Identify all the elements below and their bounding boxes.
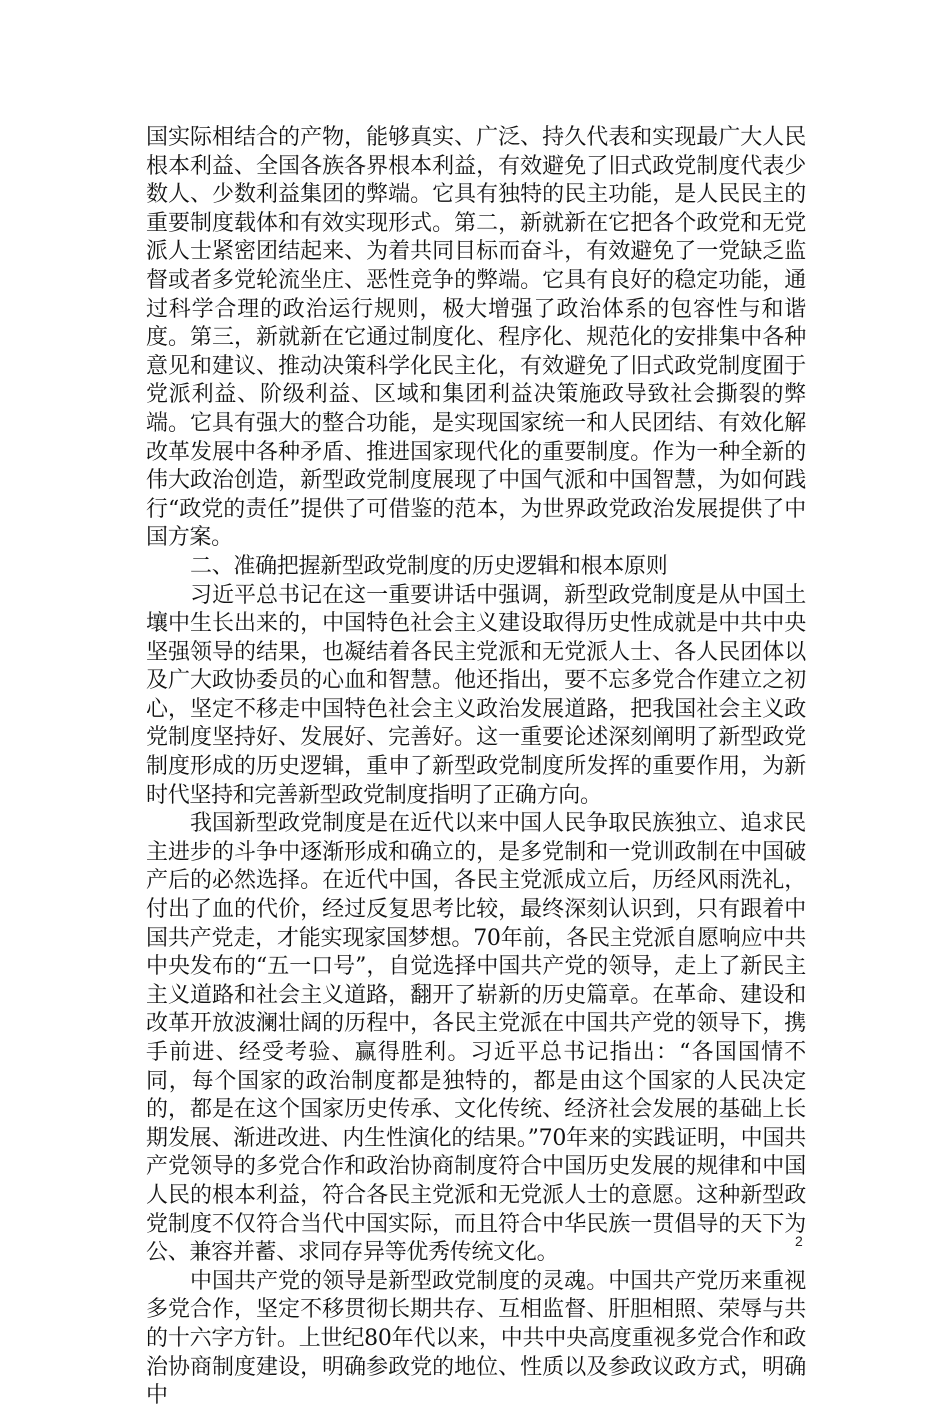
paragraph: 习近平总书记在这一重要讲话中强调，新型政党制度是从中国土壤中生长出来的，中国特色社会主义建设取得历史性成就是中共中央坚强领导的结果，也凝结着各民主党派和无党派人士、各人民团体以及广大政协委员的心血和智慧。他还指出，要不忘多党合作建立之初心，坚定不移走中国特色社会主义政治发展道路，把我国社会主义政党制度坚持好、发展好、完善好。这一重要论述深刻阐明了新型政党制度形成的历史逻辑，重申了新型政党制度所发挥的重要作用，为新时代坚持和完善新型政党制度指明了正确方向。 — [146, 582, 806, 808]
document-body — [146, 124, 806, 1411]
paragraph: 中国共产党的领导是新型政党制度的灵魂。中国共产党历来重视多党合作，坚定不移贯彻长期共存、互相监督、肝胆相照、荣辱与共的十六字方针。上世纪80年代以来，中共中央高度重视多党合作和政治协商制度建设，明确参政党的地位、性质以及参政议政方式，明确中 — [146, 1268, 806, 1409]
section-heading: 二、准确把握新型政党制度的历史逻辑和根本原则 — [190, 553, 668, 579]
page-number: 2 — [795, 1233, 803, 1249]
paragraph-continued: 国实际相结合的产物，能够真实、广泛、持久代表和实现最广大人民根本利益、全国各族各界根本利益，有效避免了旧式政党制度代表少数人、少数利益集团的弊端。它具有独特的民主功能，是人民民主的重要制度载体和有效实现形式。第二，新就新在它把各个政党和无党派人士紧密团结起来、为着共同目标而奋斗，有效避免了一党缺乏监督或者多党轮流坐庄、恶性竞争的弊端。它具有良好的稳定功能，通过科学合理的政治运行规则，极大增强了政治体系的包容性与和谐度。第三，新就新在它通过制度化、程序化、规范化的安排集中各种意见和建议、推动决策科学化民主化，有效避免了旧式政党制度囿于党派利益、阶级利益、区域和集团利益决策施政导致社会撕裂的弊端。它具有强大的整合功能，是实现国家统一和人民团结、有效化解改革发展中各种矛盾、推进国家现代化的重要制度。作为一种全新的伟大政治创造，新型政党制度展现了中国气派和中国智慧，为如何践行“政党的责任”提供了可借鉴的范本，为世界政党政治发展提供了中国方案。 — [146, 125, 806, 551]
paragraph: 我国新型政党制度是在近代以来中国人民争取民族独立、追求民主进步的斗争中逐渐形成和确立的，是多党制和一党训政制在中国破产后的必然选择。在近代中国，各民主党派成立后，历经风雨洗礼，付出了血的代价，经过反复思考比较，最终深刻认识到，只有跟着中国共产党走，才能实现家国梦想。70年前，各民主党派自愿响应中共中央发布的“五一口号”，自觉选择中国共产党的领导，走上了新民主主义道路和社会主义道路，翻开了崭新的历史篇章。在革命、建设和改革开放波澜壮阔的历程中，各民主党派在中国共产党的领导下，携手前进、经受考验、赢得胜利。习近平总书记指出：“各国国情不同，每个国家的政治制度都是独特的，都是由这个国家的人民决定的，都是在这个国家历史传承、文化传统、经济社会发展的基础上长期发展、渐进改进、内生性演化的结果。”70年来的实践证明，中国共产党领导的多党合作和政治协商制度符合中国历史发展的规律和中国人民的根本利益，符合各民主党派和无党派人士的意愿。这种新型政党制度不仅符合当代中国实际，而且符合中华民族一贯倡导的天下为公、兼容并蓄、求同存异等优秀传统文化。 — [146, 811, 806, 1266]
